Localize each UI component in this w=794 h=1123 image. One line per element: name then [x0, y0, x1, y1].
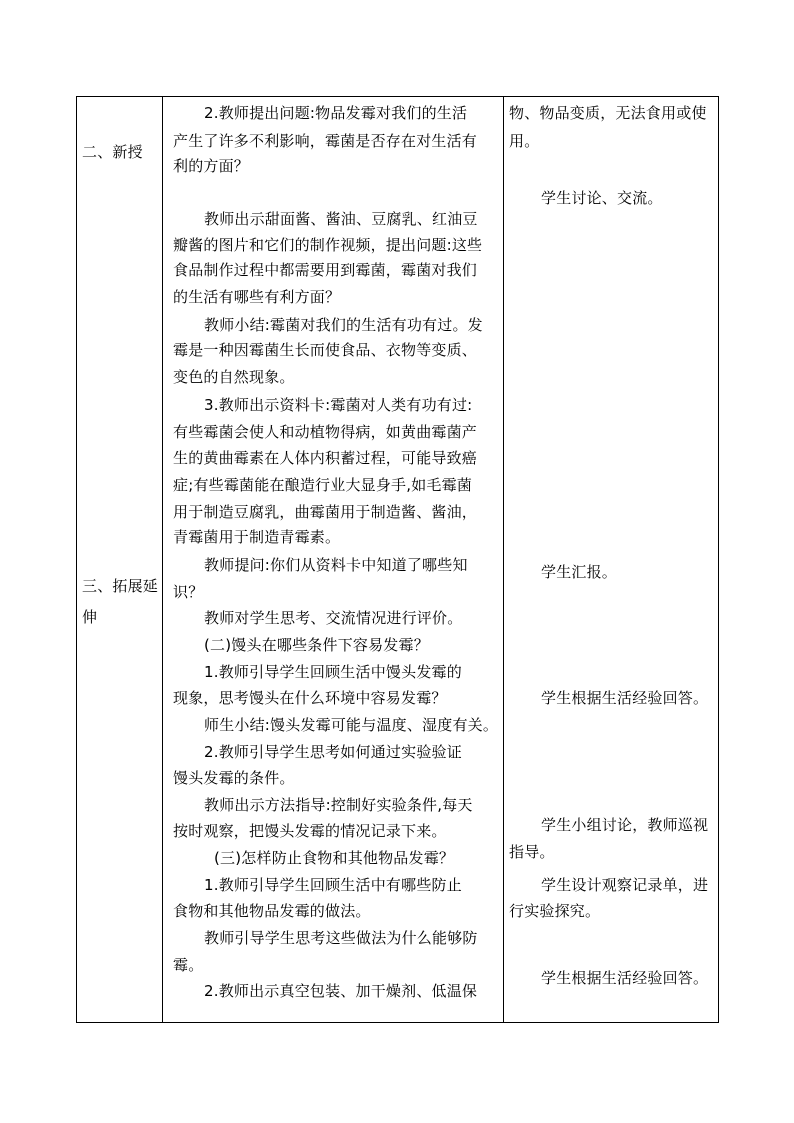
teacher-activity-column — [163, 97, 503, 1022]
teacher-line: 生的黄曲霉素在人体内积蓄过程，可能导致癌 — [173, 449, 478, 467]
teacher-line: 教师出示方法指导:控制好实验条件,每天 — [204, 796, 473, 814]
student-line: 学生汇报。 — [541, 563, 618, 581]
student-line: 学生小组讨论，教师巡视 — [541, 816, 709, 834]
student-line: 行实验探究。 — [509, 902, 601, 920]
teacher-line: 3.教师出示资料卡:霉菌对人类有功有过: — [204, 396, 473, 414]
lesson-plan-table — [76, 96, 719, 1023]
teacher-line: 有些霉菌会使人和动植物得病，如黄曲霉菌产 — [173, 423, 478, 441]
section-label-extension: 三、拓展延 — [82, 577, 159, 595]
teacher-line: 馒头发霉的条件。 — [173, 769, 295, 787]
teacher-line: 利的方面？ — [173, 157, 250, 175]
teacher-line: 1.教师引导学生回顾生活中馒头发霉的 — [204, 663, 462, 681]
teacher-line: 教师引导学生思考这些做法为什么能够防 — [204, 929, 478, 947]
section-column — [77, 97, 162, 1022]
teacher-line: 症;有些霉菌能在酿造行业大显身手,如毛霉菌 — [173, 476, 473, 494]
student-line: 学生根据生活经验回答。 — [541, 689, 709, 707]
teacher-line: 2.教师出示真空包装、加干燥剂、低温保 — [204, 982, 478, 1000]
teacher-line: 识？ — [173, 583, 204, 601]
student-line: 物、物品变质，无法食用或使 — [509, 104, 707, 122]
teacher-line: 教师出示甜面酱、酱油、豆腐乳、红油豆 — [204, 210, 478, 228]
student-line: 学生设计观察记录单，进 — [541, 876, 709, 894]
student-line: 学生讨论、交流。 — [541, 189, 663, 207]
teacher-line: 2.教师提出问题:物品发霉对我们的生活 — [204, 104, 468, 122]
student-line: 用。 — [509, 132, 540, 150]
teacher-line: 的生活有哪些有利方面？ — [173, 288, 341, 306]
teacher-line: 2.教师引导学生思考如何通过实验验证 — [204, 743, 462, 761]
student-activity-column — [504, 97, 719, 1022]
teacher-line: 霉。 — [173, 956, 204, 974]
teacher-line: (三)怎样防止食物和其他物品发霉？ — [214, 849, 455, 867]
teacher-line: 瓣酱的图片和它们的制作视频，提出问题:这些 — [173, 236, 483, 254]
teacher-line: 产生了许多不利影响，霉菌是否存在对生活有 — [173, 132, 478, 150]
student-line: 学生根据生活经验回答。 — [541, 969, 709, 987]
teacher-line: 师生小结:馒头发霉可能与温度、湿度有关。 — [204, 716, 499, 734]
teacher-line: 现象，思考馒头在什么环境中容易发霉？ — [173, 689, 447, 707]
teacher-line: 教师小结:霉菌对我们的生活有功有过。发 — [204, 316, 483, 334]
teacher-line: 变色的自然现象。 — [173, 368, 295, 386]
section-label-new-lesson: 二、新授 — [82, 143, 143, 161]
teacher-line: (二)馒头在哪些条件下容易发霉？ — [204, 636, 429, 654]
student-line: 指导。 — [509, 843, 555, 861]
teacher-line: 按时观察，把馒头发霉的情况记录下来。 — [173, 822, 447, 840]
teacher-line: 教师对学生思考、交流情况进行评价。 — [204, 609, 463, 627]
section-label-extension-cont: 伸 — [82, 608, 98, 626]
teacher-line: 用于制造豆腐乳，曲霉菌用于制造酱、酱油， — [173, 503, 478, 521]
teacher-line: 教师提问:你们从资料卡中知道了哪些知 — [204, 556, 468, 574]
teacher-line: 1.教师引导学生回顾生活中有哪些防止 — [204, 876, 462, 894]
teacher-line: 霉是一种因霉菌生长而使食品、衣物等变质、 — [173, 341, 478, 359]
teacher-line: 食品制作过程中都需要用到霉菌，霉菌对我们 — [173, 261, 478, 279]
teacher-line: 食物和其他物品发霉的做法。 — [173, 902, 371, 920]
teacher-line: 青霉菌用于制造青霉素。 — [173, 528, 341, 546]
